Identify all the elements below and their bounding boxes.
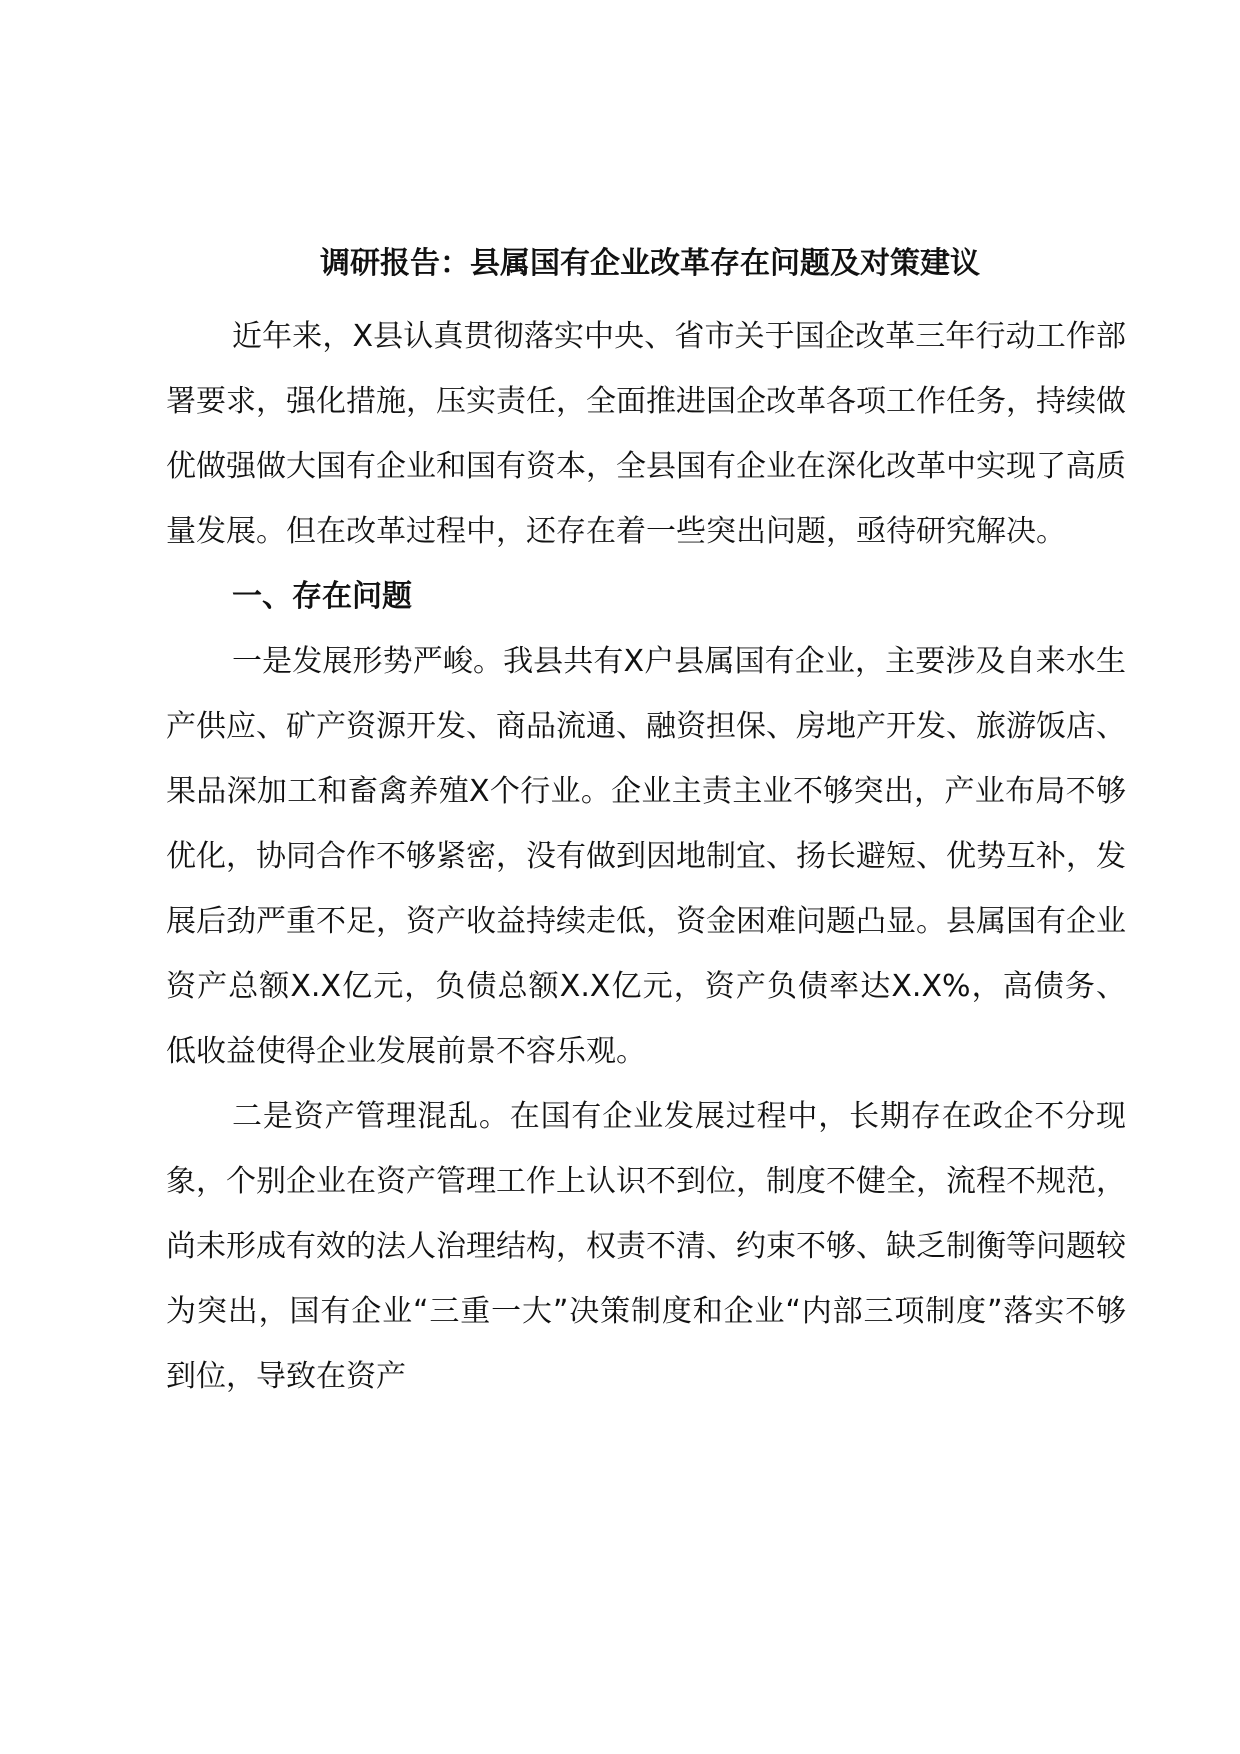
document-page [166,244,1126,1409]
document-title: 调研报告：县属国有企业改革存在问题及对策建议 [320,246,980,281]
problem-paragraph-2: 二是资产管理混乱。在国有企业发展过程中，长期存在政企不分现象，个别企业在资产管理工作上认识不到位，制度不健全，流程不规范，尚未形成有效的法人治理结构，权责不清、约束不够、缺乏制衡等问题较为突出，国有企业“三重一大”决策制度和企业“内部三项制度”落实不够到位，导致在资产 [166,1099,1126,1394]
problem-paragraph-1: 一是发展形势严峻。我县共有X户县属国有企业，主要涉及自来水生产供应、矿产资源开发、商品流通、融资担保、房地产开发、旅游饭店、果品深加工和畜禽养殖X个行业。企业主责主业不够突出，产业布局不够优化，协同合作不够紧密，没有做到因地制宜、扬长避短、优势互补，发展后劲严重不足，资产收益持续走低，资金困难问题凸显。县属国有企业资产总额X.X亿元，负债总额X.X亿元，资产负债率达X.X%，高债务、低收益使得企业发展前景不容乐观。 [166,644,1126,1069]
intro-paragraph: 近年来，X县认真贯彻落实中央、省市关于国企改革三年行动工作部署要求，强化措施，压实责任，全面推进国企改革各项工作任务，持续做优做强做大国有企业和国有资本，全县国有企业在深化改革中实现了高质量发展。但在改革过程中，还存在着一些突出问题，亟待研究解决。 [166,319,1126,549]
section-heading: 一、存在问题 [232,579,412,614]
